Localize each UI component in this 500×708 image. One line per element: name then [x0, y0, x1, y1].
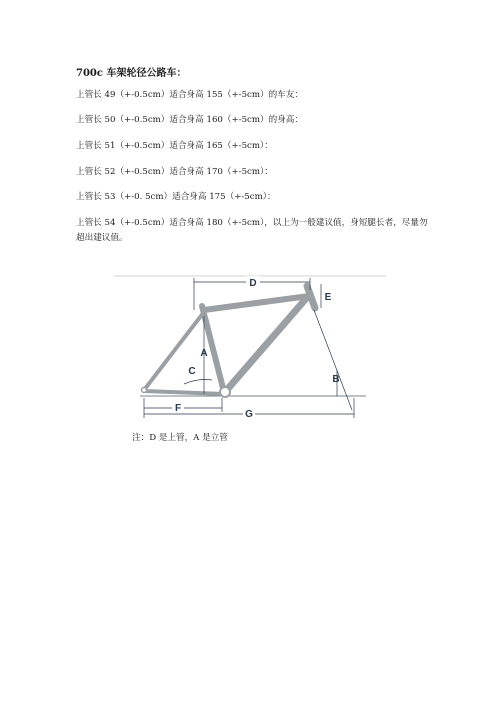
frame	[144, 286, 315, 394]
bottom-bracket	[220, 387, 230, 397]
chain-stay	[144, 391, 224, 394]
label-E: E	[324, 292, 332, 303]
bike-frame-diagram	[114, 270, 390, 424]
size-line-4: 上管长 52（+-0.5cm）适合身高 170（+-5cm）：	[76, 167, 273, 177]
size-line-1: 上管长 49（+-0.5cm）适合身高 155（+-5cm）的车友：	[76, 90, 303, 100]
size-line-6: 上管长 54（+-0.5cm）适合身高 180（+-5cm），以上为一般建议值，身短腿长者，尽量勿超出建议值。	[76, 218, 428, 243]
figure-caption: 注：D 是上管，A 是立管	[132, 433, 228, 443]
label-C: C	[188, 366, 196, 377]
size-line-3: 上管长 51（+-0.5cm）适合身高 165（+-5cm）：	[76, 141, 273, 151]
rear-dropout	[142, 388, 147, 393]
label-A: A	[200, 348, 208, 359]
label-F: F	[174, 403, 182, 414]
angle-arc-C	[184, 380, 212, 385]
size-line-2: 上管长 50（+-0.5cm）适合身高 160（+-5cm）的身高：	[76, 115, 303, 125]
label-B: B	[332, 374, 340, 385]
down-tube	[225, 294, 310, 392]
label-G: G	[245, 409, 253, 420]
section-heading: 700c 车架轮径公路车：	[76, 68, 187, 79]
top-tube	[204, 296, 309, 310]
label-D: D	[249, 278, 257, 289]
seat-stay	[144, 312, 204, 390]
fork-ref-line	[314, 310, 352, 410]
head-tube	[307, 286, 315, 308]
size-line-5: 上管长 53（+-0. 5cm）适合身高 175（+-5cm）：	[76, 192, 276, 202]
